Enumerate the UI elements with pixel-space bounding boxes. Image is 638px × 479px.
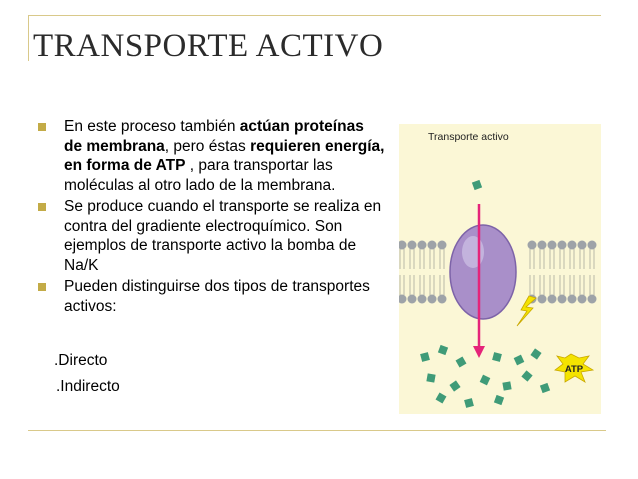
molecule bbox=[472, 180, 482, 190]
bullet-text: Pueden distinguirse dos tipos de transportes activos: bbox=[64, 278, 370, 315]
lipid-head bbox=[428, 295, 437, 304]
lipid-head bbox=[558, 241, 567, 250]
lipid-head bbox=[538, 295, 547, 304]
bullet-item bbox=[36, 277, 386, 316]
lipid-head bbox=[399, 295, 407, 304]
subitem-directo: .Directo bbox=[54, 352, 108, 369]
figure-caption: Transporte activo bbox=[428, 131, 509, 143]
lipid-head bbox=[588, 295, 597, 304]
molecule bbox=[420, 352, 430, 362]
molecule bbox=[449, 380, 460, 391]
molecule bbox=[426, 373, 435, 382]
lipid-head bbox=[428, 241, 437, 250]
molecule bbox=[514, 355, 525, 366]
molecule bbox=[502, 381, 511, 390]
atp-label: ATP bbox=[564, 364, 584, 375]
active-transport-figure bbox=[399, 124, 601, 414]
bullet-bold-text: requieren energía, en forma de ATP bbox=[64, 137, 385, 174]
bullet-item bbox=[36, 117, 386, 195]
bullet-list bbox=[36, 117, 386, 318]
lipid-head bbox=[528, 241, 537, 250]
transport-arrow-head bbox=[473, 346, 485, 358]
bullet-text: , para transportar las moléculas al otro lado de la membrana. bbox=[64, 157, 336, 194]
lipid-head bbox=[548, 241, 557, 250]
molecule bbox=[521, 370, 532, 381]
top-rule bbox=[28, 15, 601, 16]
square-bullet-icon bbox=[38, 203, 46, 211]
protein-highlight bbox=[462, 236, 484, 268]
bottom-rule bbox=[28, 430, 606, 431]
molecule bbox=[530, 348, 541, 359]
slide-title: TRANSPORTE ACTIVO bbox=[33, 28, 384, 64]
lipid-head bbox=[408, 241, 417, 250]
carrier-protein bbox=[450, 225, 516, 319]
molecule bbox=[480, 375, 491, 386]
lipid-head bbox=[438, 295, 447, 304]
lipid-head bbox=[418, 295, 427, 304]
lipid-head bbox=[568, 241, 577, 250]
membrane-diagram bbox=[399, 124, 601, 414]
lipid-head bbox=[568, 295, 577, 304]
lipid-head bbox=[578, 241, 587, 250]
bullet-text: Se produce cuando el transporte se realiza en contra del gradiente electroquímico. Son ejemplos de transporte activo la bomba de Na/K bbox=[64, 198, 382, 274]
bullet-text: , pero éstas bbox=[164, 137, 251, 155]
left-rule bbox=[28, 15, 29, 61]
molecule bbox=[464, 398, 474, 408]
square-bullet-icon bbox=[38, 283, 46, 291]
lipid-head bbox=[399, 241, 407, 250]
lipid-head bbox=[408, 295, 417, 304]
bullet-text: En este proceso también bbox=[64, 118, 240, 135]
lipid-head bbox=[548, 295, 557, 304]
molecule-cluster bbox=[420, 345, 550, 408]
molecule bbox=[456, 357, 467, 368]
lipid-head bbox=[558, 295, 567, 304]
square-bullet-icon bbox=[38, 123, 46, 131]
lipid-head bbox=[438, 241, 447, 250]
lipid-head bbox=[578, 295, 587, 304]
lipid-head bbox=[588, 241, 597, 250]
lipid-head bbox=[538, 241, 547, 250]
molecule bbox=[492, 352, 502, 362]
energy-bolt-icon bbox=[517, 296, 536, 326]
molecule bbox=[438, 345, 448, 355]
bullet-bold-text: actúan proteínas de membrana bbox=[64, 118, 364, 155]
molecule bbox=[540, 383, 550, 393]
molecule bbox=[494, 395, 504, 405]
lipid-head bbox=[418, 241, 427, 250]
bullet-item bbox=[36, 197, 386, 275]
molecule bbox=[436, 393, 447, 404]
subitem-indirecto: .Indirecto bbox=[56, 378, 120, 395]
